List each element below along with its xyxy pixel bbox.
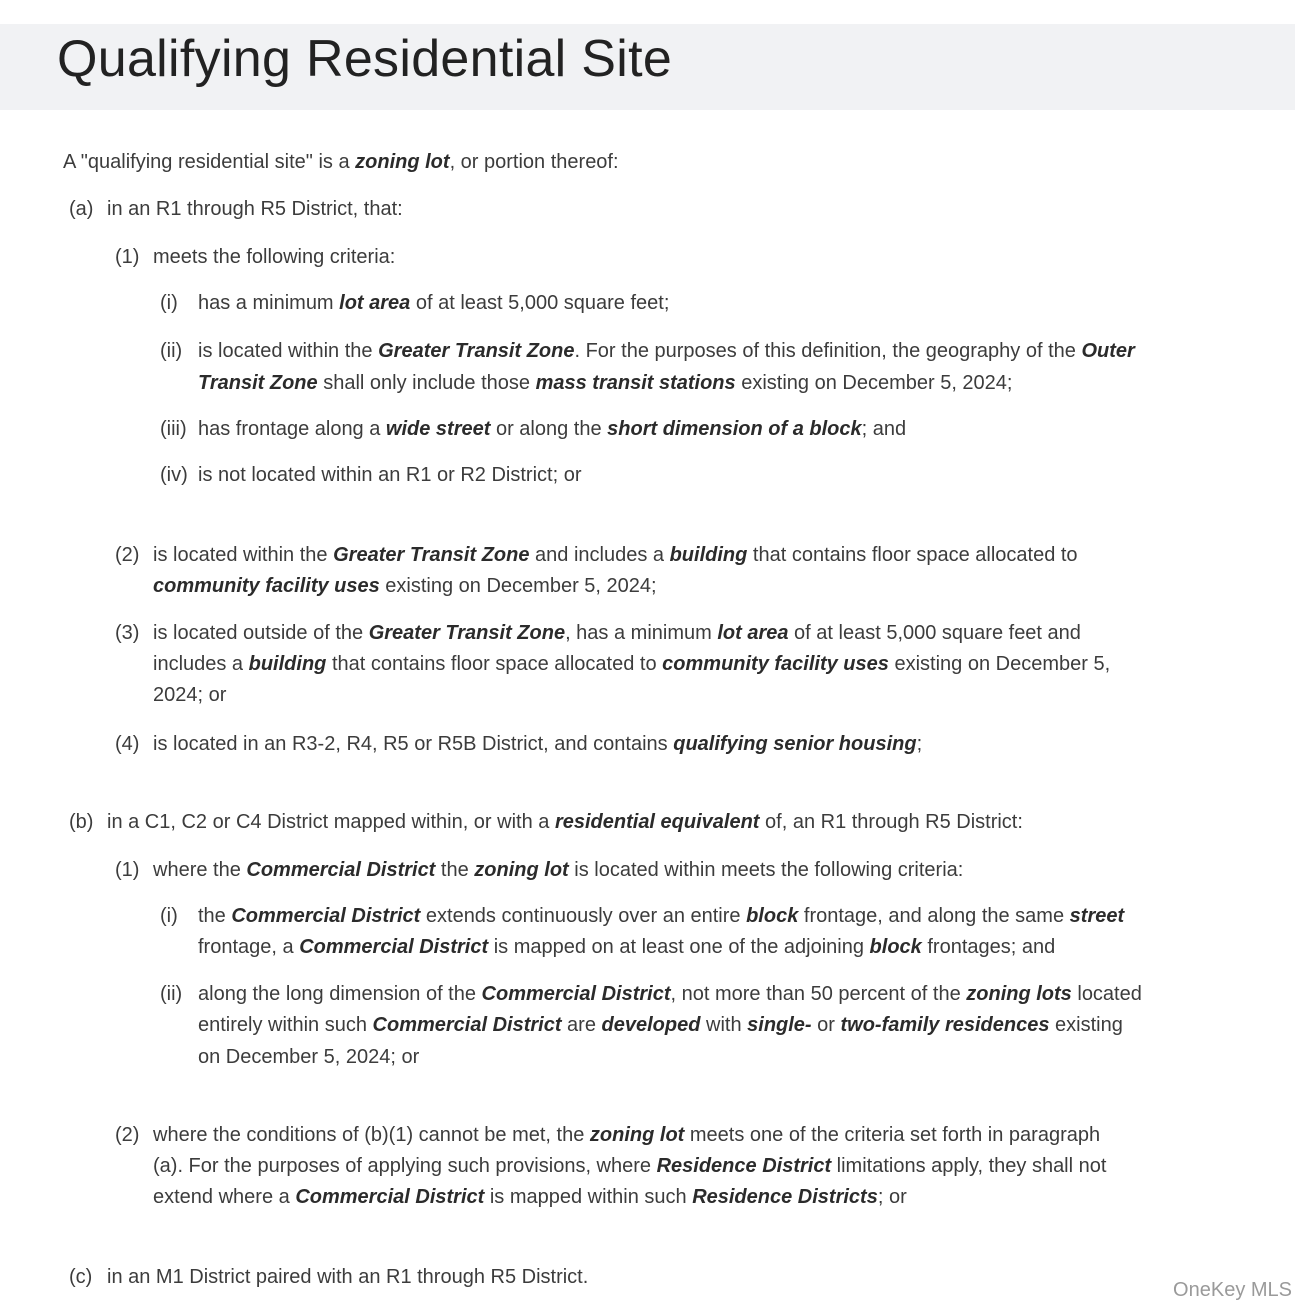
clause-b1i-label: (i) — [160, 905, 178, 927]
clause-b1i-line1: the Commercial District extends continuously over an entire block frontage, and along the same street — [198, 905, 1125, 927]
defined-term: community facility uses — [153, 575, 380, 597]
defined-term: lot area — [717, 622, 789, 644]
defined-term: Commercial District — [299, 936, 489, 958]
defined-term: block — [869, 936, 922, 958]
defined-term: wide street — [385, 418, 491, 440]
clause-b1-label: (1) — [115, 859, 140, 881]
clause-a1ii-label: (ii) — [160, 340, 183, 362]
clause-a4-label: (4) — [115, 733, 140, 755]
clause-b1ii-line2: entirely within such Commercial District are developed with single- or two-family residences existing — [198, 1014, 1123, 1036]
defined-term: Residence District — [656, 1155, 832, 1177]
defined-term: street — [1069, 905, 1125, 927]
clause-c-text: in an M1 District paired with an R1 through R5 District. — [107, 1266, 589, 1288]
intro-text: A "qualifying residential site" is a zoning lot, or portion thereof: — [63, 151, 619, 173]
defined-term: developed — [601, 1014, 701, 1036]
defined-term: zoning lot — [355, 151, 450, 173]
clause-b1ii-line3: on December 5, 2024; or — [198, 1046, 420, 1068]
clause-a1ii-line1: is located within the Greater Transit Zone. For the purposes of this definition, the geography of the Outer — [198, 340, 1135, 362]
defined-term: qualifying senior housing — [673, 733, 917, 755]
clause-a-label: (a) — [69, 198, 94, 220]
defined-term: Transit Zone — [198, 372, 318, 394]
defined-term: Greater Transit Zone — [378, 340, 575, 362]
page-title: Qualifying Residential Site — [57, 30, 673, 88]
defined-term: residential equivalent — [554, 811, 760, 833]
clause-a1iii-text: has frontage along a wide street or along the short dimension of a block; and — [198, 418, 907, 440]
clause-a2-line1: is located within the Greater Transit Zone and includes a building that contains floor space allocated to — [153, 544, 1078, 566]
defined-term: short dimension of a block — [607, 418, 862, 440]
clause-a1i-text: has a minimum lot area of at least 5,000 square feet; — [198, 292, 670, 314]
clause-a-text: in an R1 through R5 District, that: — [107, 198, 403, 220]
clause-b-text: in a C1, C2 or C4 District mapped within, or with a residential equivalent of, an R1 through R5 District: — [107, 811, 1023, 833]
clause-b2-line1: where the conditions of (b)(1) cannot be met, the zoning lot meets one of the criteria set forth in paragraph — [153, 1124, 1101, 1146]
clause-b1ii-line1: along the long dimension of the Commercial District, not more than 50 percent of the zoning lots located — [198, 983, 1142, 1005]
clause-a3-label: (3) — [115, 622, 140, 644]
clause-a3-line3: 2024; or — [153, 684, 227, 706]
defined-term: Greater Transit Zone — [333, 544, 530, 566]
clause-a3-line2: includes a building that contains floor space allocated to community facility uses existing on December 5, — [153, 653, 1111, 675]
defined-term: single- — [747, 1014, 812, 1036]
defined-term: Residence Districts — [692, 1186, 878, 1208]
defined-term: community facility uses — [662, 653, 889, 675]
defined-term: Commercial District — [481, 983, 671, 1005]
clause-b2-line2: (a). For the purposes of applying such provisions, where Residence District limitations apply, they shall not — [153, 1155, 1107, 1177]
defined-term: building — [248, 653, 327, 675]
defined-term: zoning lots — [966, 983, 1072, 1005]
defined-term: block — [746, 905, 799, 927]
clause-c-label: (c) — [69, 1266, 93, 1288]
defined-term: Commercial District — [295, 1186, 485, 1208]
clause-b1i-line2: frontage, a Commercial District is mapped on at least one of the adjoining block frontages; and — [198, 936, 1056, 958]
clause-b-label: (b) — [69, 811, 94, 833]
clause-a2-line2: community facility uses existing on December 5, 2024; — [153, 575, 657, 597]
defined-term: building — [669, 544, 748, 566]
defined-term: two-family residences — [840, 1014, 1050, 1036]
defined-term: Commercial District — [231, 905, 421, 927]
defined-term: zoning lot — [589, 1124, 685, 1146]
defined-term: Commercial District — [246, 859, 436, 881]
defined-term: Greater Transit Zone — [368, 622, 566, 644]
defined-term: lot area — [339, 292, 411, 314]
defined-term: mass transit stations — [535, 372, 736, 394]
clause-a1ii-line2: Transit Zone shall only include those mass transit stations existing on December 5, 2024; — [198, 372, 1013, 394]
clause-a1-label: (1) — [115, 246, 140, 268]
clause-b2-line3: extend where a Commercial District is mapped within such Residence Districts; or — [153, 1186, 907, 1208]
clause-b1ii-label: (ii) — [160, 983, 183, 1005]
clause-b1-text: where the Commercial District the zoning lot is located within meets the following criteria: — [153, 859, 964, 881]
defined-term: Commercial District — [372, 1014, 562, 1036]
clause-a1i-label: (i) — [160, 292, 178, 314]
clause-b2-label: (2) — [115, 1124, 140, 1146]
clause-a1iv-label: (iv) — [160, 464, 188, 486]
clause-a3-line1: is located outside of the Greater Transit Zone, has a minimum lot area of at least 5,000 square feet and — [153, 622, 1081, 644]
clause-a1iv-text: is not located within an R1 or R2 District; or — [198, 464, 582, 486]
defined-term: Outer — [1081, 340, 1135, 362]
clause-a4-text: is located in an R3-2, R4, R5 or R5B District, and contains qualifying senior housing; — [153, 733, 923, 755]
clause-a2-label: (2) — [115, 544, 140, 566]
defined-term: zoning lot — [474, 859, 569, 881]
clause-a1iii-label: (iii) — [160, 418, 187, 440]
clause-a1-text: meets the following criteria: — [153, 246, 396, 268]
watermark: OneKey MLS — [1173, 1279, 1292, 1301]
